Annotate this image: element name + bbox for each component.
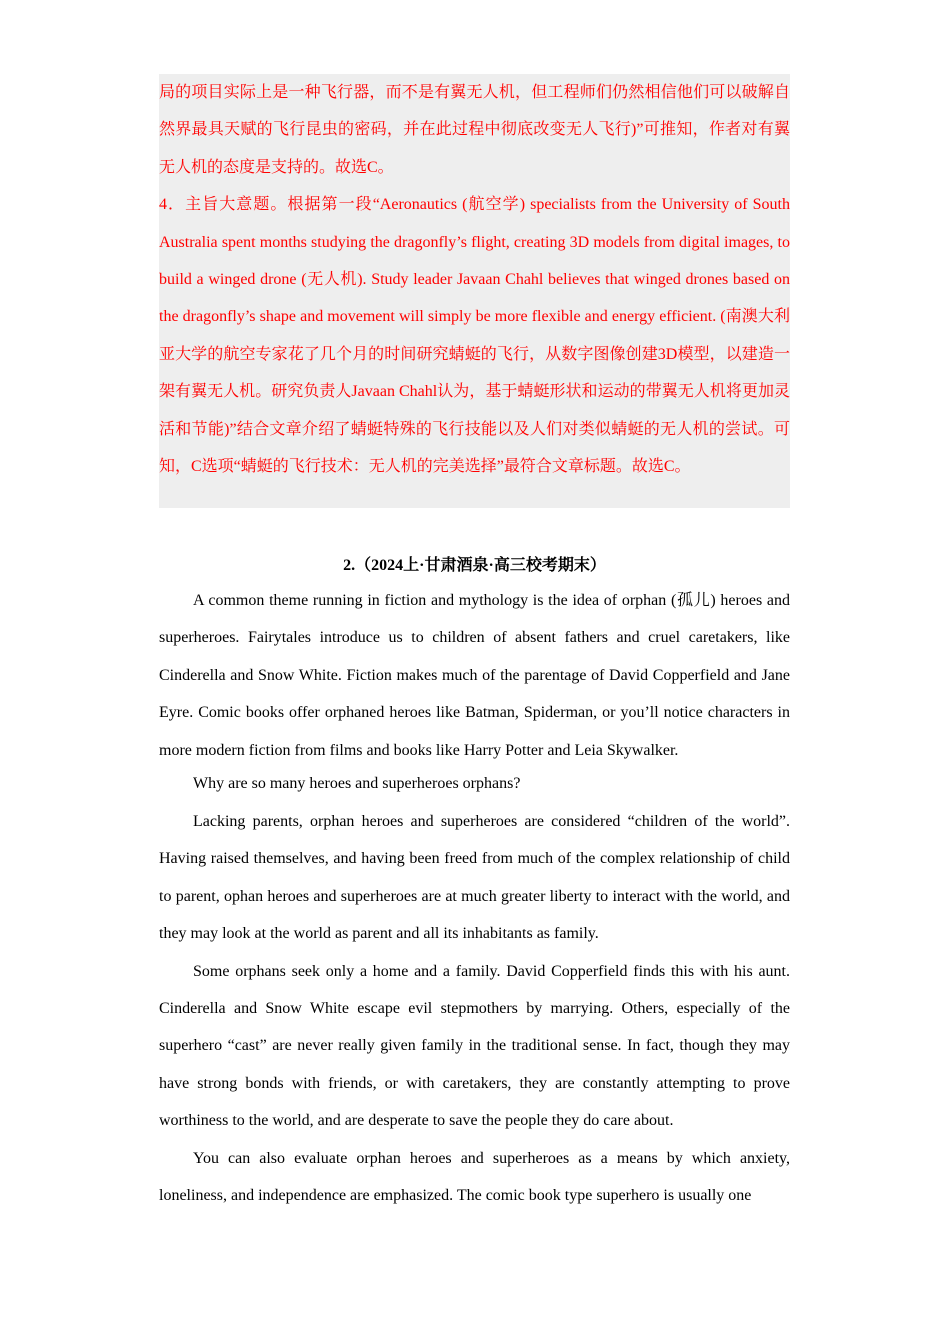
answer-paragraph-4: 4．主旨大意题。根据第一段“Aeronautics (航空学) specialists from the University of South Australia spent months studying the dragonfly’s flight, creating 3D models from digital images, to build a winged drone (无人机). Study leader Javaan Chahl believes that winged drones based on the dragonfly’s shape and movement will simply be more flexible and energy efficient. (南澳大利亚大学的航空专家花了几个月的时间研究蜻蜓的飞行，从数字图像创建3D模型，以建造一架有翼无人机。研究负责人Javaan Chahl认为，基于蜻蜓形状和运动的带翼无人机将更加灵活和节能)”结合文章介绍了蜻蜓特殊的飞行技能以及人们对类似蜻蜓的无人机的尝试。可知，C选项“蜻蜓的飞行技术：无人机的完美选择”最符合文章标题。故选C。 [159, 196, 790, 476]
question-title: 2.（2024上·甘肃酒泉·高三校考期末） [343, 557, 606, 574]
reading-passage [159, 582, 790, 1215]
passage-paragraph-1: A common theme running in fiction and mythology is the idea of orphan (孤儿) heroes and superheroes. Fairytales introduce us to children of absent fathers and cruel caretakers, like Cinderella and Snow White. Fiction makes much of the parentage of David Copperfield and Jane Eyre. Comic books offer orphaned heroes like Batman, Spiderman, or you’ll notice characters in more modern fiction from films and books like Harry Potter and Leia Skywalker. [159, 592, 790, 759]
passage-paragraph-4: Some orphans seek only a home and a family. David Copperfield finds this with his aunt. Cinderella and Snow White escape evil stepmothers by marrying. Others, especially of the superhero “cast” are never really given family in the traditional sense. In fact, though they may have strong bonds with friends, or with caretakers, they are constantly attempting to prove worthiness to the world, and are desperate to save the people they do care about. [159, 962, 790, 1130]
answer-explanation-box [159, 74, 790, 508]
passage-paragraph-2: Why are so many heroes and superheroes orphans? [193, 775, 521, 793]
passage-paragraph-3: Lacking parents, orphan heroes and superheroes are considered “children of the world”. Having raised themselves, and having been freed from much of the complex relationship of child to parent, ophan heroes and superheroes are at much greater liberty to interact with the world, and they may look at the world as parent and all its inhabitants as family. [159, 813, 790, 943]
passage-paragraph-5: You can also evaluate orphan heroes and superheroes as a means by which anxiety, loneliness, and independence are emphasized. The comic book type superhero is usually one [159, 1149, 790, 1205]
answer-paragraph-3-end: 局的项目实际上是一种飞行器，而不是有翼无人机，但工程师们仍然相信他们可以破解自然界最具天赋的飞行昆虫的密码，并在此过程中彻底改变无人飞行)”可推知，作者对有翼无人机的态度是支持的。故选C。 [159, 84, 790, 176]
